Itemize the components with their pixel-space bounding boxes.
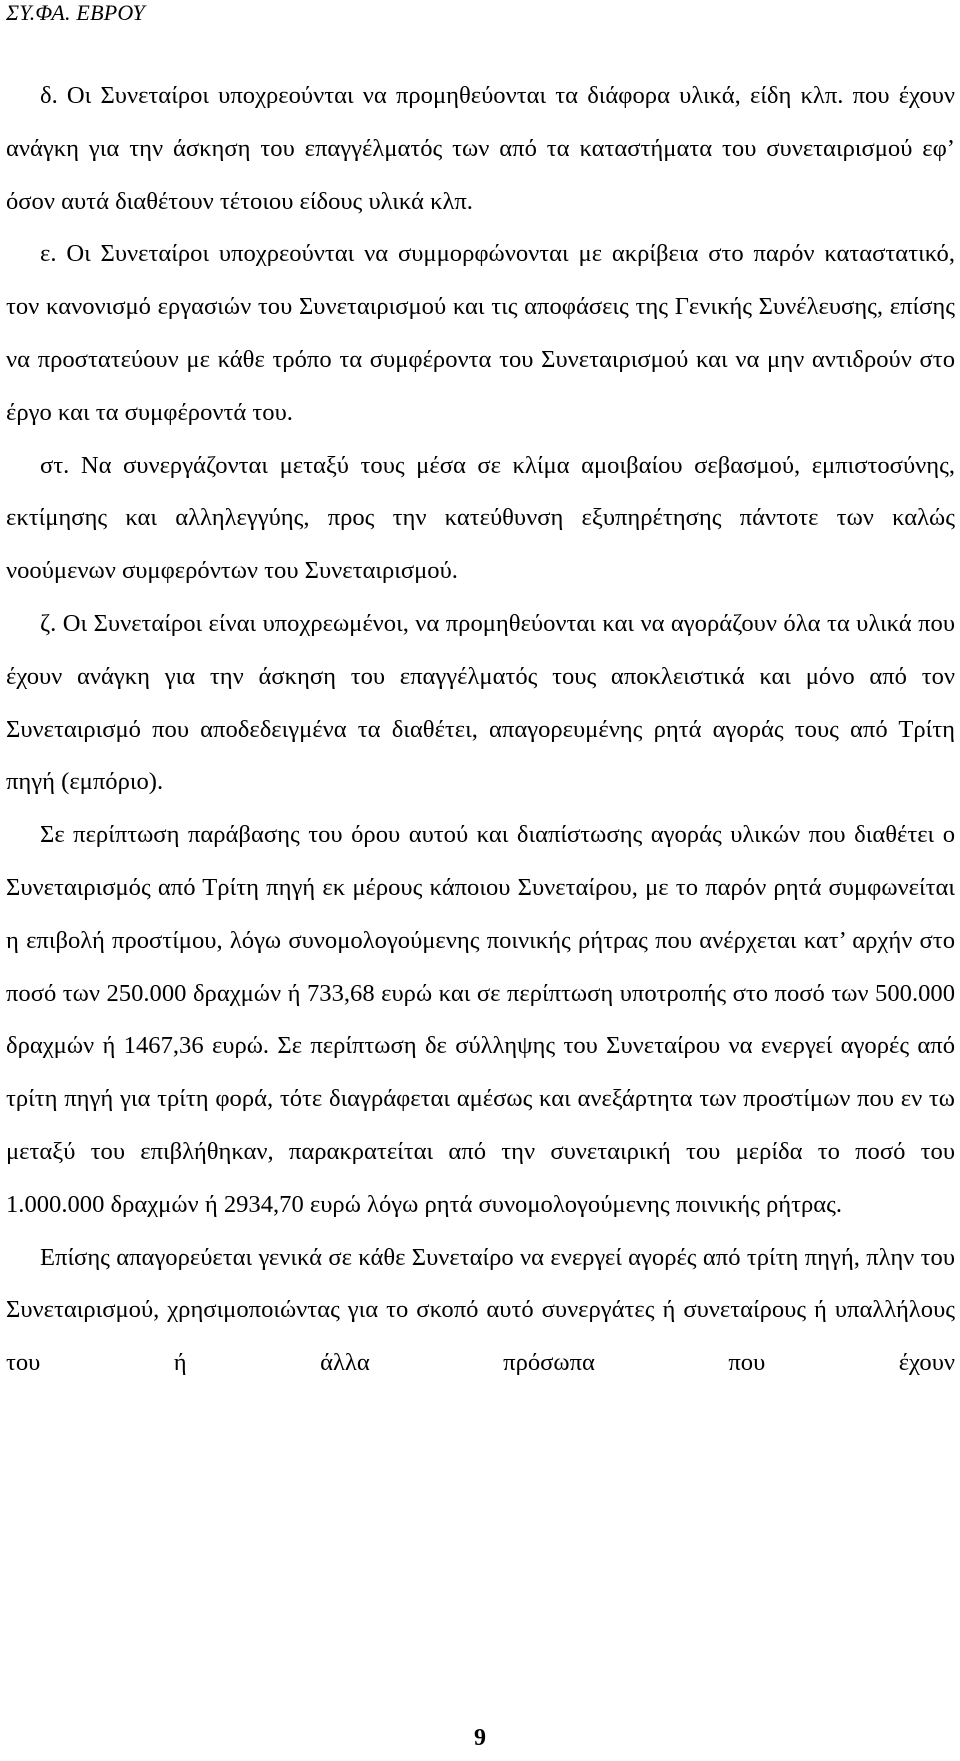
paragraph-e: ε. Οι Συνεταίροι υποχρεούνται να συμμορφώνονται με ακρίβεια στο παρόν καταστατικό, τον κανονισμό εργασιών του Συνεταιρισμού και τις αποφάσεις της Γενικής Συνέλευσης, επίσης να προστατεύουν με κάθε τρόπο τα συμφέροντα του Συνεταιρισμού και να μην αντιδρούν στο έργο και τα συμφέροντά του. xyxy=(6,240,955,426)
paragraph-st: στ. Να συνεργάζονται μεταξύ τους μέσα σε κλίμα αμοιβαίου σεβασμού, εμπιστοσύνης, εκτίμησης και αλληλεγγύης, προς την κατεύθυνση εξυπηρέτησης πάντοτε των καλώς νοούμενων συμφερόντων του Συνεταιρισμού. xyxy=(6,451,955,585)
page-number: 9 xyxy=(474,1725,486,1751)
document-header: ΣΥ.ΦΑ. ΕΒΡΟΥ xyxy=(6,0,145,25)
document-body xyxy=(6,70,955,1390)
paragraph-d: δ. Οι Συνεταίροι υποχρεούνται να προμηθεύονται τα διάφορα υλικά, είδη κλπ. που έχουν ανάγκη για την άσκηση του επαγγέλματός των από τα καταστήματα του συνεταιρισμού εφ’ όσον αυτά διαθέτουν τέτοιου είδους υλικά κλπ. xyxy=(6,82,955,215)
paragraph-penalty: Σε περίπτωση παράβασης του όρου αυτού και διαπίστωσης αγοράς υλικών που διαθέτει ο Συνεταιρισμός από Τρίτη πηγή εκ μέρους κάποιου Συνεταίρου, με το παρόν ρητά συμφωνείται η επιβολή προστίμου, λόγω συνομολογούμενης ποινικής ρήτρας που ανέρχεται κατ’ αρχήν στο ποσό των 250.000 δραχμών ή 733,68 ευρώ και σε περίπτωση υποτροπής στο ποσό των 500.000 δραχμών ή 1467,36 ευρώ. Σε περίπτωση δε σύλληψης του Συνεταίρου να ενεργεί αγορές από τρίτη πηγή για τρίτη φορά, τότε διαγράφεται αμέσως και ανεξάρτητα των προστίμων που εν τω μεταξύ του επιβλήθηκαν, παρακρατείται από την συνεταιρική του μερίδα το ποσό του 1.000.000 δραχμών ή 2934,70 ευρώ λόγω ρητά συνομολογούμενης ποινικής ρήτρας. xyxy=(6,821,955,1218)
paragraph-prohibition: Επίσης απαγορεύεται γενικά σε κάθε Συνεταίρο να ενεργεί αγορές από τρίτη πηγή, πλην του Συνεταιρισμού, χρησιμοποιώντας για το σκοπό αυτό συνεργάτες ή συνεταίρους ή υπαλλήλους του ή άλλα πρόσωπα που έχουν xyxy=(6,1243,955,1377)
paragraph-z: ζ. Οι Συνεταίροι είναι υποχρεωμένοι, να προμηθεύονται και να αγοράζουν όλα τα υλικά που έχουν ανάγκη για την άσκηση του επαγγέλματός τους αποκλειστικά και μόνο από τον Συνεταιρισμό που αποδεδειγμένα τα διαθέτει, απαγορευμένης ρητά αγοράς τους από Τρίτη πηγή (εμπόριο). xyxy=(6,609,955,796)
